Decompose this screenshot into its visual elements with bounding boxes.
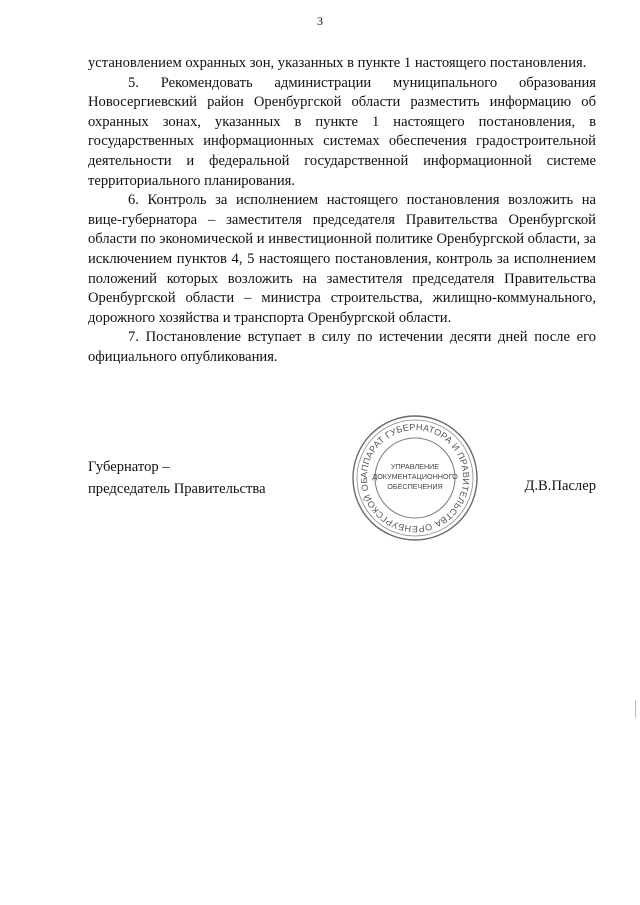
- stamp-center-line1: УПРАВЛЕНИЕ: [390, 462, 440, 471]
- signature-block: [88, 421, 596, 576]
- document-body: [88, 54, 596, 368]
- signer-title-line1: Губернатор –: [88, 459, 170, 475]
- stamp-ring-text: АППАРАТ ГУБЕРНАТОРА И ПРАВИТЕЛЬСТВА ОРЕНБУРГСКОЙ ОБ: [358, 421, 472, 535]
- stamp-seal-icon: [350, 413, 480, 543]
- signer-title: [88, 456, 266, 500]
- paragraph-continuation: установлением охранных зон, указанных в пункте 1 настоящего постановления.: [88, 55, 587, 71]
- paragraph-item-7: 7. Постановление вступает в силу по истечении десяти дней после его официального опубликования.: [88, 329, 596, 365]
- official-stamp: [350, 413, 480, 543]
- scan-margin-mark: [635, 700, 636, 718]
- paragraph-item-5: 5. Рекомендовать администрации муниципального образования Новосергиевский район Оренбургской области разместить информацию об охранных зонах, указанных в пункте 1 настоящего постановления, в государственных информационных системах обеспечения градостроительной деятельности и федеральной государственной информационной системе территориального планирования.: [88, 74, 596, 189]
- page-number: 3: [317, 14, 323, 28]
- stamp-center-line2: ДОКУМЕНТАЦИОННОГО: [372, 472, 458, 481]
- signer-name: Д.В.Паслер: [524, 478, 596, 494]
- paragraph-item-6: 6. Контроль за исполнением настоящего постановления возложить на вице-губернатора – заместителя председателя Правительства Оренбургской области по экономической и инвестиционной политике Оренбургской области, за исключением пунктов 4, 5 настоящего постановления, контроль за исполнением положений которых возложить на заместителя председателя Правительства Оренбургской области – министра строительства, жилищно-коммунального, дорожного хозяйства и транспорта Оренбургской области.: [88, 192, 596, 326]
- signer-title-line2: председатель Правительства: [88, 481, 266, 497]
- stamp-center-line3: ОБЕСПЕЧЕНИЯ: [387, 482, 443, 491]
